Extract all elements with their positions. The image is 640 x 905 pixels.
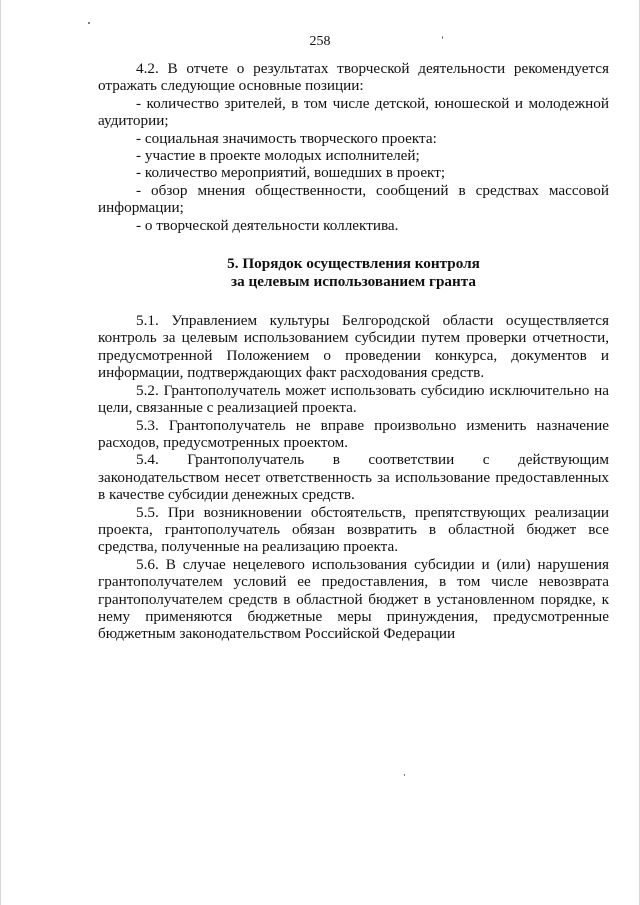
- paragraph-5-3: 5.3. Грантополучатель не вправе произвольно изменить назначение расходов, предусмотренных проектом.: [98, 416, 609, 451]
- paragraph-5-2: 5.2. Грантополучатель может использовать субсидию исключительно на цели, связанные с реализацией проекта.: [98, 381, 609, 417]
- paragraph-4-2-intro: 4.2. В отчете о результатах творческой деятельности рекомендуется отражать следующие основные позиции:: [98, 60, 609, 95]
- paragraph-5-4: 5.4. Грантополучатель в соответствии с действующим законодательством несет ответственность за использование предоставленных в качестве субсидии денежных средств.: [98, 451, 609, 504]
- scan-speck: [88, 22, 90, 24]
- list-item: - участие в проекте молодых исполнителей;: [136, 147, 420, 165]
- spacer: [98, 234, 609, 255]
- list-item: - количество мероприятий, вошедших в проект;: [136, 164, 446, 182]
- scan-speck: [404, 774, 405, 776]
- list-item: - социальная значимость творческого проекта:: [136, 129, 437, 147]
- list-item: - обзор мнения общественности, сообщений в средствах массовой информации;: [98, 181, 609, 217]
- spacer: [98, 291, 609, 312]
- paragraph-5-5: 5.5. При возникновении обстоятельств, препятствующих реализации проекта, грантополучатель обязан возвратить в областной бюджет все средства, полученные на реализацию проекта.: [98, 503, 609, 556]
- document-body: [98, 60, 609, 643]
- list-item: - о творческой деятельности коллектива.: [136, 216, 399, 234]
- section-5-heading-line1: 5. Порядок осуществления контроля: [227, 255, 480, 273]
- list-item: - количество зрителей, в том числе детской, юношеской и молодежной аудитории;: [98, 94, 609, 130]
- paragraph-5-1: 5.1. Управлением культуры Белгородской области осуществляется контроль за целевым использованием субсидии путем проверки отчетности, предусмотренной Положением о проведении конкурса, документов и информации, подтверждающих факт расходования средств.: [98, 312, 609, 382]
- paragraph-5-6: 5.6. В случае нецелевого использования субсидии и (или) нарушения грантополучателем условий ее предоставления, в том числе невозврата грантополучателем средств в областной бюджет в установленном порядке, к нему применяются бюджетные меры принуждения, предусмотренные бюджетным законодательством Российской Федерации: [98, 555, 609, 643]
- section-5-heading: [98, 255, 609, 291]
- page-number: 258: [309, 34, 331, 49]
- section-5-heading-line2: за целевым использованием гранта: [231, 273, 476, 291]
